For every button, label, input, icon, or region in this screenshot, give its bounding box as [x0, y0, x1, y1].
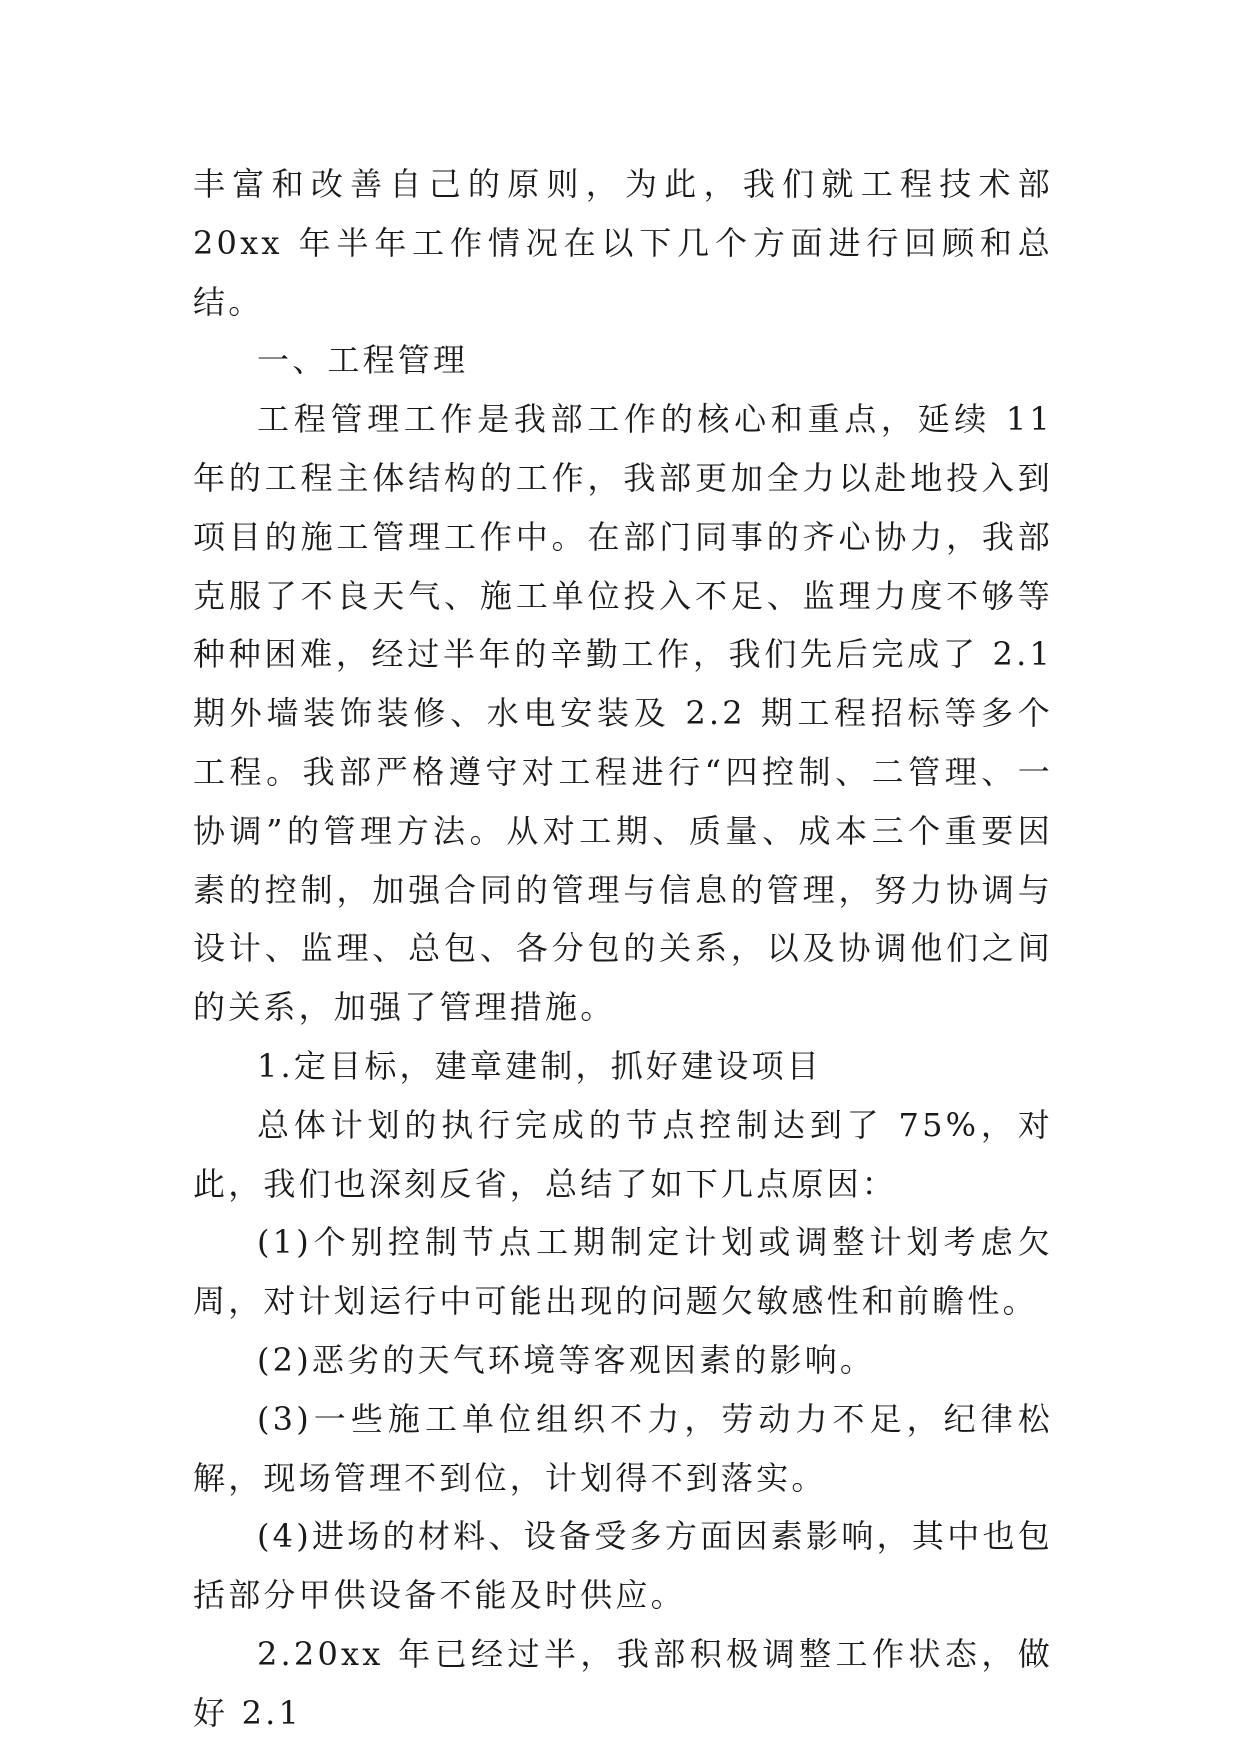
paragraph-intro: 丰富和改善自己的原则，为此，我们就工程技术部 20xx 年半年工作情况在以下几个方面进行回顾和总结。	[193, 165, 1053, 321]
list-item-reason-1: (1)个别控制节点工期制定计划或调整计划考虑欠周，对计划运行中可能出现的问题欠敏感性和前瞻性。	[193, 1223, 1053, 1321]
list-item-reason-4: (4)进场的材料、设备受多方面因素影响，其中也包括部分甲供设备不能及时供应。	[193, 1517, 1053, 1615]
document-body	[193, 155, 1053, 1743]
list-item-reason-3: (3)一些施工单位组织不力，劳动力不足，纪律松解，现场管理不到位，计划得不到落实。	[193, 1399, 1053, 1497]
subheading-goals: 1.定目标，建章建制，抓好建设项目	[257, 1046, 822, 1085]
paragraph-half-year-status: 2.20xx 年已经过半，我部积极调整工作状态，做好 2.1	[193, 1634, 1053, 1732]
paragraph-plan-completion: 总体计划的执行完成的节点控制达到了 75%，对此，我们也深刻反省，总结了如下几点原因：	[193, 1105, 1053, 1203]
list-item-reason-2: (2)恶劣的天气环境等客观因素的影响。	[257, 1340, 876, 1379]
paragraph-engineering-management: 工程管理工作是我部工作的核心和重点，延续 11 年的工程主体结构的工作，我部更加全力以赴地投入到项目的施工管理工作中。在部门同事的齐心协力，我部克服了不良天气、施工单位投入不足、监理力度不够等种种困难，经过半年的辛勤工作，我们先后完成了 2.1 期外墙装饰装修、水电安装及 2.2 期工程招标等多个工程。我部严格遵守对工程进行“四控制、二管理、一协调”的管理方法。从对工期、质量、成本三个重要因素的控制，加强合同的管理与信息的管理，努力协调与设计、监理、总包、各分包的关系，以及协调他们之间的关系，加强了管理措施。	[193, 400, 1053, 1027]
section-heading-engineering-management: 一、工程管理	[257, 341, 469, 380]
